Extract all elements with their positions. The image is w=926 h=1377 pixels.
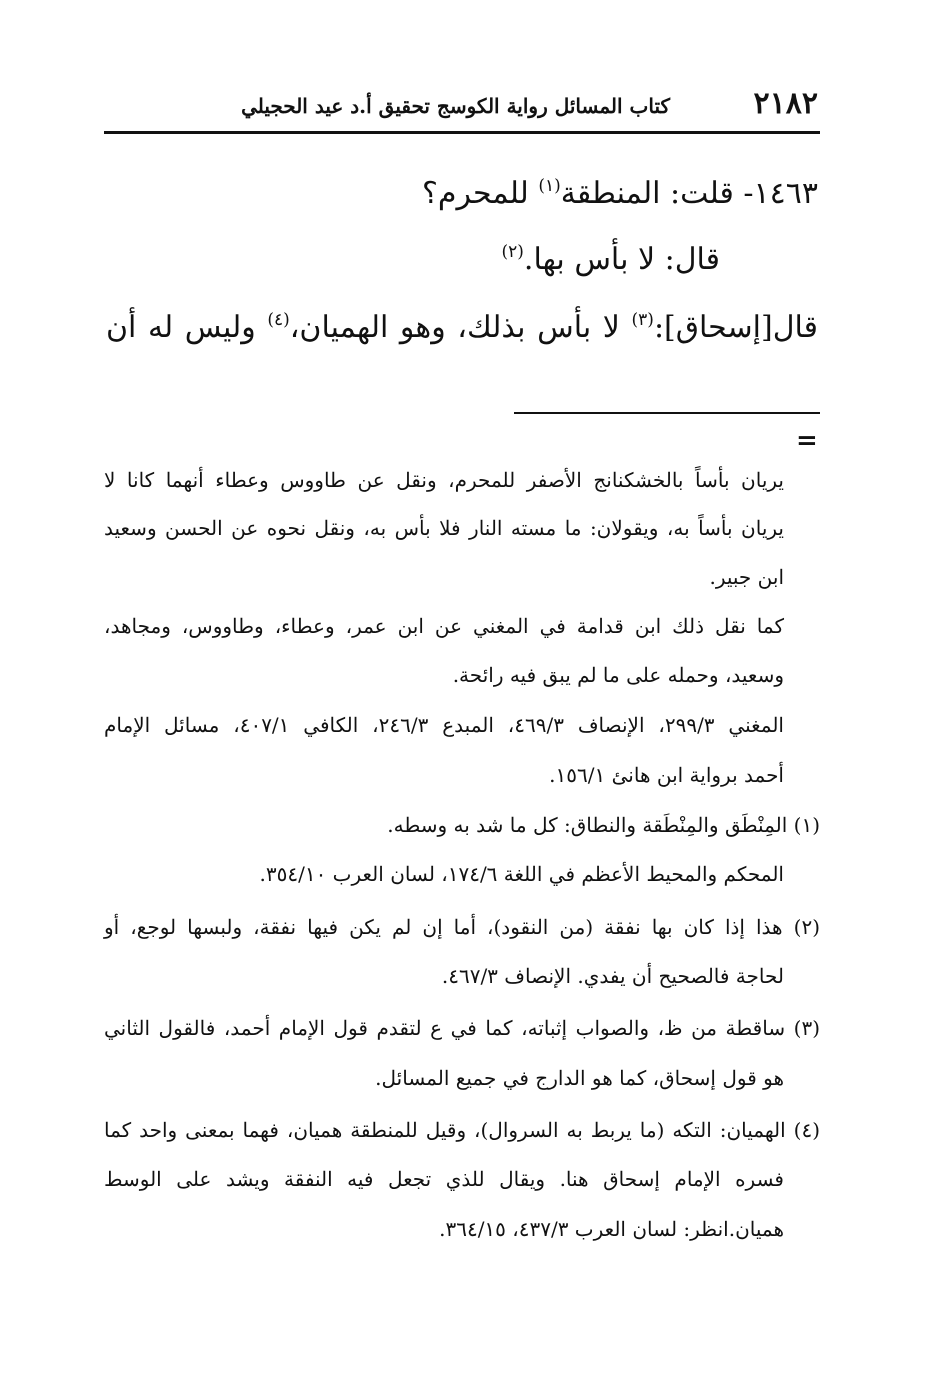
footnote-cont-line: كما نقل ذلك ابن قدامة في المغني عن ابن عمر، وعطاء، وطاووس، ومجاهد، bbox=[104, 614, 784, 638]
footnote-cont-line: يريان بأساً به، ويقولان: ما مسته النار فلا بأس به، ونقل نحوه عن الحسن وسعيد bbox=[104, 516, 784, 540]
running-title: كتاب المسائل رواية الكوسج تحقيق أ.د عيد الحجيلي bbox=[241, 94, 670, 118]
footnote-2: (٢) هذا إذا كان بها نفقة (من النقود)، أما إن لم يكن فيها نفقة، ولبسها لوجع، أو bbox=[104, 915, 820, 939]
footnote-ref-4: (٤) bbox=[267, 310, 290, 330]
footnote-separator bbox=[514, 412, 820, 414]
ishaq-tail: وليس له أن bbox=[106, 310, 268, 345]
footnote-3: (٣) ساقطة من ظ، والصواب إثباته، كما في ع لتقدم قول الإمام أحمد، فالقول الثاني bbox=[104, 1016, 820, 1040]
footnote-ref-2: (٢) bbox=[501, 242, 524, 262]
footnote-cont-line: وسعيد، وحمله على ما لم يبق فيه رائحة. bbox=[452, 663, 784, 687]
answer-line bbox=[8, 242, 720, 277]
question-text: ١٤٦٣- قلت: المنطقة bbox=[560, 176, 818, 211]
footnote-cont-line: المغني ٢٩٩/٣، الإنصاف ٤٦٩/٣، المبدع ٢٤٦/٣، الكافي ٤٠٧/١، مسائل الإمام bbox=[104, 713, 784, 737]
page-number: ٢١٨٢ bbox=[753, 86, 818, 121]
ishaq-line bbox=[106, 310, 818, 345]
question-tail: للمحرم؟ bbox=[421, 176, 539, 211]
footnote-ref-3: (٣) bbox=[631, 310, 654, 330]
footnote-cont-line: ابن جبير. bbox=[709, 565, 784, 589]
footnote-ref-1: (١) bbox=[538, 176, 561, 196]
ishaq-label: قال[إسحاق]: bbox=[653, 310, 818, 345]
footnote-cont-line: يريان بأساً بالخشكنانج الأصفر للمحرم، ونقل عن طاووس وعطاء أنهما كانا لا bbox=[104, 468, 784, 492]
continuation-mark: = bbox=[796, 426, 818, 456]
header-rule bbox=[104, 131, 820, 134]
footnote-4-cont: فسره الإمام إسحاق هنا. ويقال للذي تجعل فيه النفقة ويشد على الوسط bbox=[104, 1167, 784, 1191]
ishaq-text: لا بأس بذلك، وهو الهميان، bbox=[289, 310, 632, 345]
footnote-1: (١) المِنْطَق والمِنْطَقة والنطاق: كل ما شد به وسطه. bbox=[387, 813, 820, 837]
footnote-3-cont: هو قول إسحاق، كما هو الدارج في جميع المسائل. bbox=[375, 1066, 784, 1090]
footnote-cont-line: أحمد برواية ابن هانئ ١٥٦/١. bbox=[549, 763, 784, 787]
footnote-4-cont: هميان.انظر: لسان العرب ٤٣٧/٣، ٣٦٤/١٥. bbox=[439, 1217, 784, 1241]
footnote-1-source: المحكم والمحيط الأعظم في اللغة ١٧٤/٦، لسان العرب ٣٥٤/١٠. bbox=[259, 862, 784, 886]
answer-text: قال: لا بأس بها. bbox=[523, 242, 720, 277]
footnote-2-cont: لحاجة فالصحيح أن يفدي. الإنصاف ٤٦٧/٣. bbox=[441, 964, 784, 988]
question-line bbox=[106, 176, 818, 211]
footnote-4: (٤) الهميان: التكه (ما يربط به السروال)، وقيل للمنطقة هميان، فهما بمعنى واحد كما bbox=[104, 1118, 820, 1142]
